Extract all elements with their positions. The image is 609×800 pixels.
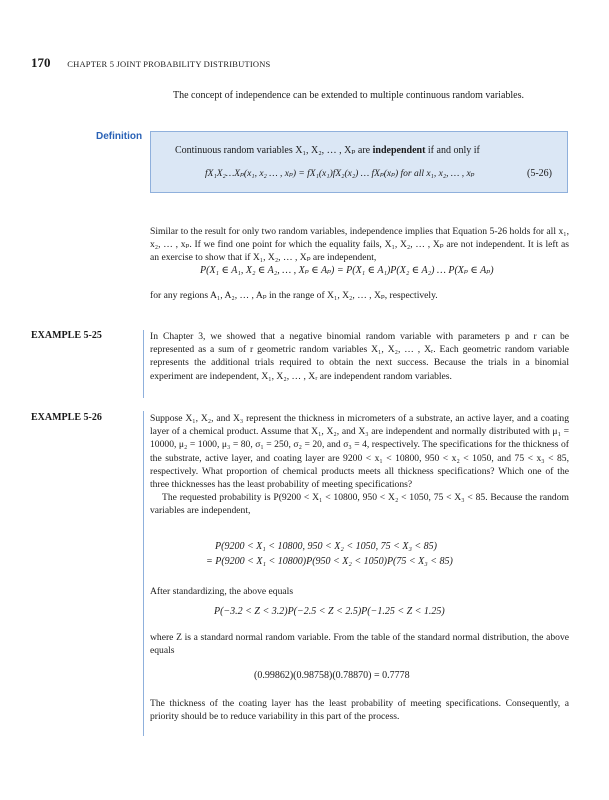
equation-standardized: P(−3.2 < Z < 3.2)P(−2.5 < Z < 2.5)P(−1.25 < Z < 1.25) bbox=[214, 606, 445, 617]
definition-text-a: Continuous random variables X₁, X₂, … , Xₚ are bbox=[175, 145, 373, 156]
paragraph-independence: Similar to the result for only two random variables, independence implies that Equation 5-26 holds for all x₁, x₂, … , xₚ. If we find one point for which the equality fails, X₁, X₂, … , Xₚ are not independent. It is left as an exercise to show that if X₁, X₂, … , Xₚ are independent, bbox=[150, 226, 569, 264]
definition-text-b: if and only if bbox=[425, 145, 480, 156]
definition-box bbox=[150, 131, 568, 193]
intro-text: The concept of independence can be extended to multiple continuous random variables. bbox=[173, 90, 524, 101]
example-5-25-label: EXAMPLE 5-25 bbox=[31, 330, 102, 341]
where-text: where Z is a standard normal random variable. From the table of the standard normal distribution, the above equals bbox=[150, 632, 569, 657]
definition-equation: fX₁X₂…Xₚ(x₁, x₂ … , xₚ) = fX₁(x₁)fX₂(x₂) … fXₚ(xₚ) for all x₁, x₂, … , xₚ bbox=[205, 169, 475, 179]
equation-factored-probability: = P(9200 < X₁ < 10800)P(950 < X₂ < 1050)P(75 < X₃ < 85) bbox=[206, 556, 453, 567]
conclusion-text: The thickness of the coating layer has the least probability of meeting specifications. Consequently, a priority should be to reduce variability in this part of the process. bbox=[150, 698, 569, 723]
example-5-26-rule bbox=[143, 411, 144, 736]
equation-number: (5-26) bbox=[527, 168, 552, 179]
equation-result: (0.99862)(0.98758)(0.78870) = 0.7778 bbox=[254, 670, 410, 681]
chapter-title: CHAPTER 5 JOINT PROBABILITY DISTRIBUTIONS bbox=[67, 59, 271, 69]
example-5-26-solution-start: The requested probability is P(9200 < X₁ < 10800, 950 < X₂ < 1050, 75 < X₃ < 85. Because the random variables are independent, bbox=[150, 492, 569, 517]
page-number: 170 bbox=[31, 55, 51, 70]
example-5-26-text bbox=[150, 412, 569, 518]
page-header bbox=[31, 55, 271, 71]
equation-product-probability: P(X₁ ∈ A₁, X₂ ∈ A₂, … , Xₚ ∈ Aₚ) = P(X₁ ∈ A₁)P(X₂ ∈ A₂) … P(Xₚ ∈ Aₚ) bbox=[200, 265, 494, 276]
after-standardizing-text: After standardizing, the above equals bbox=[150, 586, 294, 597]
definition-label: Definition bbox=[96, 131, 143, 142]
example-5-26-label: EXAMPLE 5-26 bbox=[31, 412, 102, 423]
definition-bold: independent bbox=[372, 145, 426, 156]
paragraph-regions: for any regions A₁, A₂, … , Aₚ in the range of X₁, X₂, … , Xₚ, respectively. bbox=[150, 290, 438, 301]
example-5-26-problem: Suppose X₁, X₂, and X₃ represent the thickness in micrometers of a substrate, an active layer, and a coating layer of a chemical product. Assume that X₁, X₂, and X₃ are independent and normally distributed with μ₁ = 10000, μ₂ = 1000, μ₃ = 80, σ₁ = 250, σ₂ = 20, and σ₃ = 4, respectively. The specifications for the thickness of the substrate, active layer, and coating layer are 9200 < x₁ < 10800, 950 < x₂ < 1050, and 75 < x₃ < 85, respectively. What proportion of chemical products meets all thickness specifications? Which one of the three thicknesses has the least probability of meeting specifications? bbox=[150, 413, 569, 491]
equation-joint-probability: P(9200 < X₁ < 10800, 950 < X₂ < 1050, 75 < X₃ < 85) bbox=[215, 541, 438, 552]
example-5-25-text: In Chapter 3, we showed that a negative binomial random variable with parameters p and r can be represented as a sum of r geometric random variables X₁, X₂, … , Xᵣ. Each geometric random variable represents the additional trials required to obtain the next success. Because the trials in a binomial experiment are independent, X₁, X₂, … , Xᵣ are independent random variables. bbox=[150, 331, 569, 382]
example-5-25-rule bbox=[143, 330, 144, 398]
definition-text bbox=[175, 145, 480, 156]
